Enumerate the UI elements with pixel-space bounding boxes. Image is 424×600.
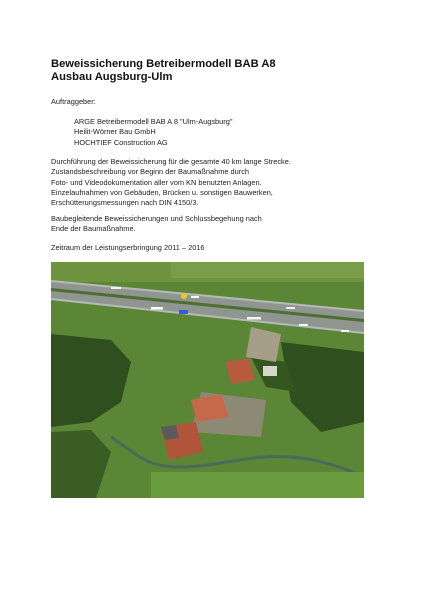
title-line-2: Ausbau Augsburg-Ulm xyxy=(51,71,173,83)
followup-line: Ende der Baumaßnahme. xyxy=(51,224,136,234)
client-list xyxy=(74,117,232,148)
followup-paragraph xyxy=(51,214,262,235)
title-line-1: Beweissicherung Betreibermodell BAB A8 xyxy=(51,58,276,70)
scope-line: Durchführung der Beweissicherung für die gesamte 40 km lange Strecke. xyxy=(51,157,291,166)
client-item: HOCHTIEF Construction AG xyxy=(74,137,168,147)
client-item: ARGE Betreibermodell BAB A 8 "Ulm-Augsburg" xyxy=(74,117,233,126)
scope-paragraph xyxy=(51,157,291,208)
service-period: Zeitraum der Leistungserbringung 2011 – 2016 xyxy=(51,243,205,252)
scope-line: Erschütterungsmessungen nach DIN 4150/3. xyxy=(51,198,199,208)
client-item: Heilit-Wörner Bau GmbH xyxy=(74,127,156,137)
scope-line: Einzelaufnahmen von Gebäuden, Brücken u. sonstigen Bauwerken, xyxy=(51,187,273,197)
scope-line: Foto- und Videodokumentation aller vom KN benutzten Anlagen. xyxy=(51,177,262,187)
aerial-photo-image xyxy=(51,262,364,498)
client-label: Auftraggeber: xyxy=(51,97,96,106)
aerial-photo xyxy=(51,262,364,498)
scope-line: Zustandsbeschreibung vor Beginn der Baumaßnahme durch xyxy=(51,167,250,177)
followup-line: Baubegleitende Beweissicherungen und Schlussbegehung nach xyxy=(51,214,262,223)
document-title xyxy=(51,58,276,84)
